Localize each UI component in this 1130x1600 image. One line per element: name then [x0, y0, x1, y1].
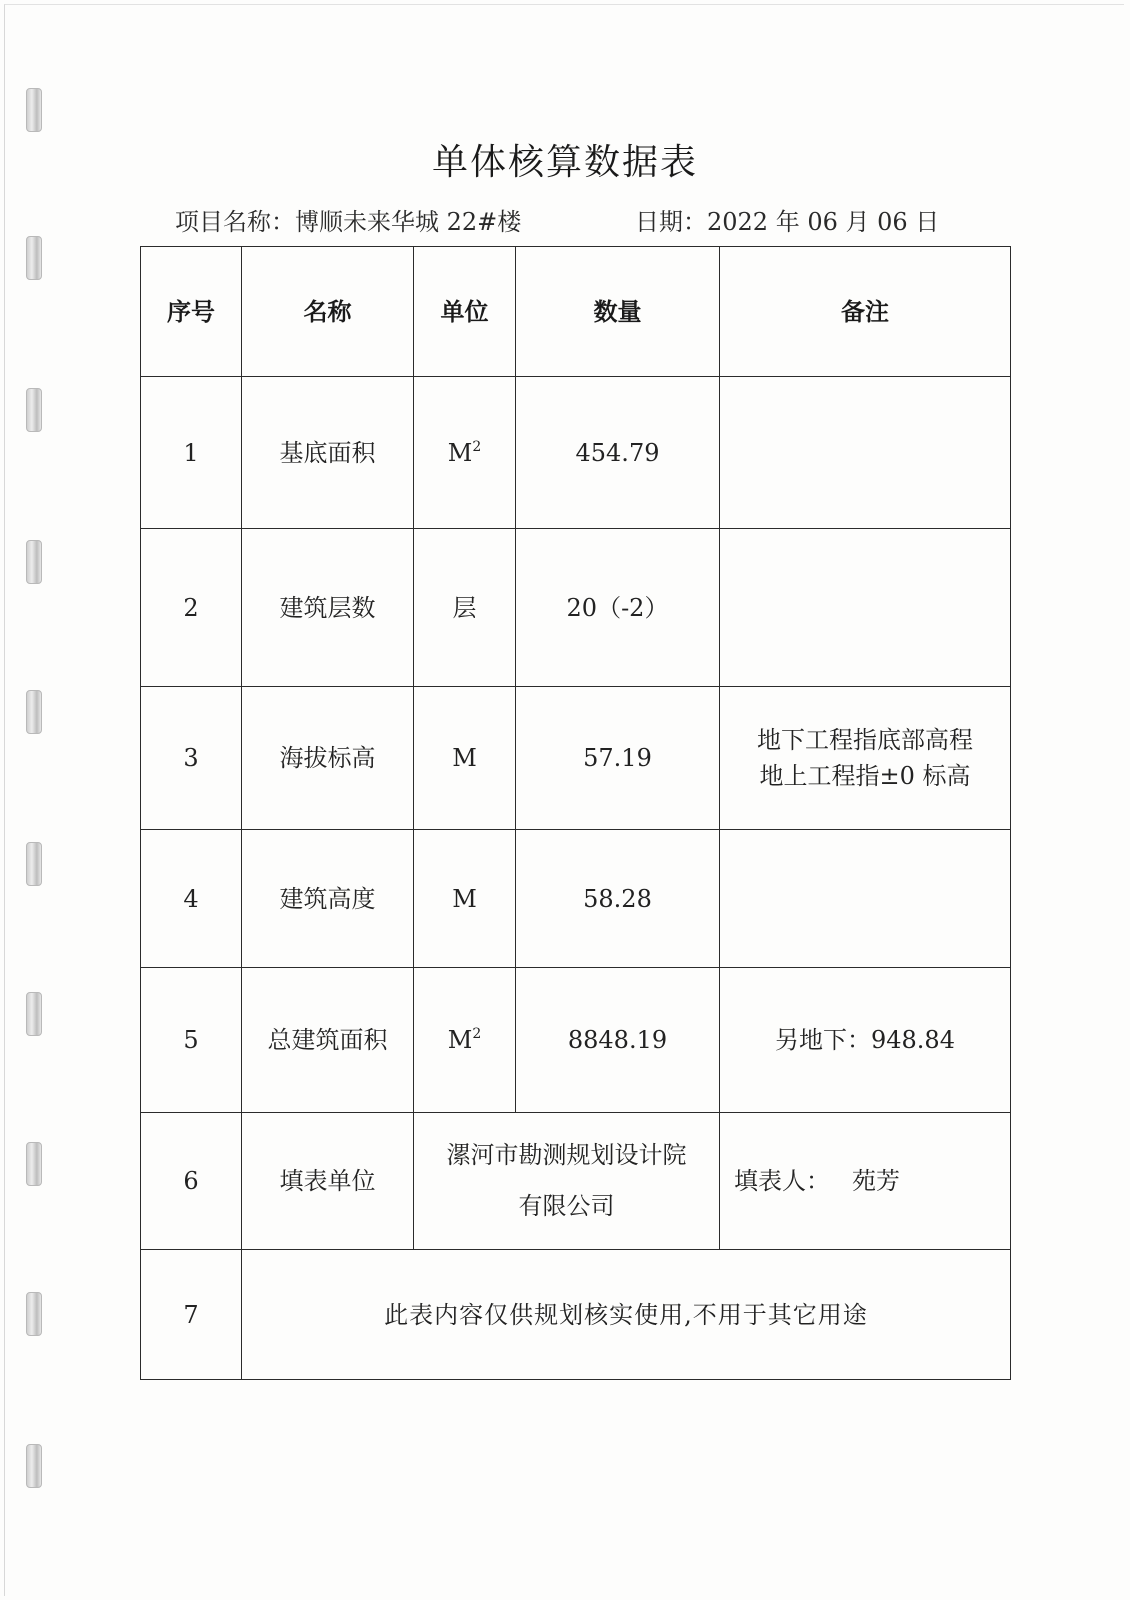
column-header-quantity: 数量 [516, 247, 720, 377]
item-name: 海拔标高 [242, 687, 414, 830]
company-name-line-1: 漯河市勘测规划设计院 [446, 1141, 687, 1170]
item-name: 建筑层数 [242, 529, 414, 687]
table-row [141, 687, 1011, 830]
item-unit [414, 377, 516, 529]
item-quantity: 57.19 [516, 687, 720, 830]
unit-base: M [447, 438, 473, 467]
row-number: 3 [141, 687, 242, 830]
row-number: 1 [141, 377, 242, 529]
binder-hole [26, 388, 42, 432]
table-row [141, 529, 1011, 687]
filler-person-name: 苑芳 [852, 1167, 900, 1195]
filler-unit-label: 填表单位 [242, 1113, 414, 1250]
binder-hole [26, 992, 42, 1036]
remark-line-aboveground: 地上工程指±0 标高 [759, 762, 971, 790]
note-row [141, 1250, 1011, 1380]
item-name: 建筑高度 [242, 830, 414, 968]
item-remark [720, 529, 1011, 687]
remark-line-underground: 地下工程指底部高程 [757, 726, 973, 754]
item-quantity: 8848.19 [516, 968, 720, 1113]
row-number: 4 [141, 830, 242, 968]
binder-hole [26, 88, 42, 132]
table-row [141, 377, 1011, 529]
unit-base: M [452, 884, 477, 913]
page-title: 单体核算数据表 [431, 142, 698, 183]
row-number: 5 [141, 968, 242, 1113]
filler-company [414, 1113, 720, 1250]
row-number: 6 [141, 1113, 242, 1250]
unit-superscript: 2 [472, 438, 482, 455]
filler-person-label: 填表人： [734, 1167, 830, 1195]
unit-base: 层 [452, 593, 477, 622]
binder-hole [26, 1142, 42, 1186]
usage-note: 此表内容仅供规划核实使用,不用于其它用途 [242, 1250, 1011, 1380]
item-unit [414, 968, 516, 1113]
binder-hole [26, 540, 42, 584]
binder-hole [26, 842, 42, 886]
column-header-no: 序号 [141, 247, 242, 377]
row-number: 2 [141, 529, 242, 687]
item-remark: 另地下：948.84 [720, 968, 1011, 1113]
filler-row [141, 1113, 1011, 1250]
column-header-remark: 备注 [720, 247, 1011, 377]
item-quantity: 58.28 [516, 830, 720, 968]
binder-hole [26, 236, 42, 280]
filler-person [720, 1113, 1011, 1250]
item-quantity: 20（-2） [516, 529, 720, 687]
table-row [141, 830, 1011, 968]
column-header-unit: 单位 [414, 247, 516, 377]
binder-hole [26, 690, 42, 734]
binder-hole [26, 1292, 42, 1336]
item-quantity: 454.79 [516, 377, 720, 529]
row-number: 7 [141, 1250, 242, 1380]
item-name: 基底面积 [242, 377, 414, 529]
table-row [141, 968, 1011, 1113]
data-table [140, 246, 1011, 1380]
form-date: 日期：2022 年 06 月 06 日 [635, 208, 940, 236]
project-name: 项目名称：博顺未来华城 22#楼 [175, 208, 522, 236]
item-remark [720, 377, 1011, 529]
item-name: 总建筑面积 [242, 968, 414, 1113]
item-unit [414, 529, 516, 687]
company-name-line-2: 有限公司 [518, 1192, 615, 1220]
binder-hole [26, 1444, 42, 1488]
column-header-name: 名称 [242, 247, 414, 377]
item-unit [414, 830, 516, 968]
unit-base: M [447, 1026, 473, 1054]
item-remark [720, 830, 1011, 968]
item-remark [720, 687, 1011, 830]
unit-base: M [452, 744, 477, 772]
table-header-row [141, 247, 1011, 377]
unit-superscript: 2 [472, 1026, 482, 1042]
item-unit [414, 687, 516, 830]
